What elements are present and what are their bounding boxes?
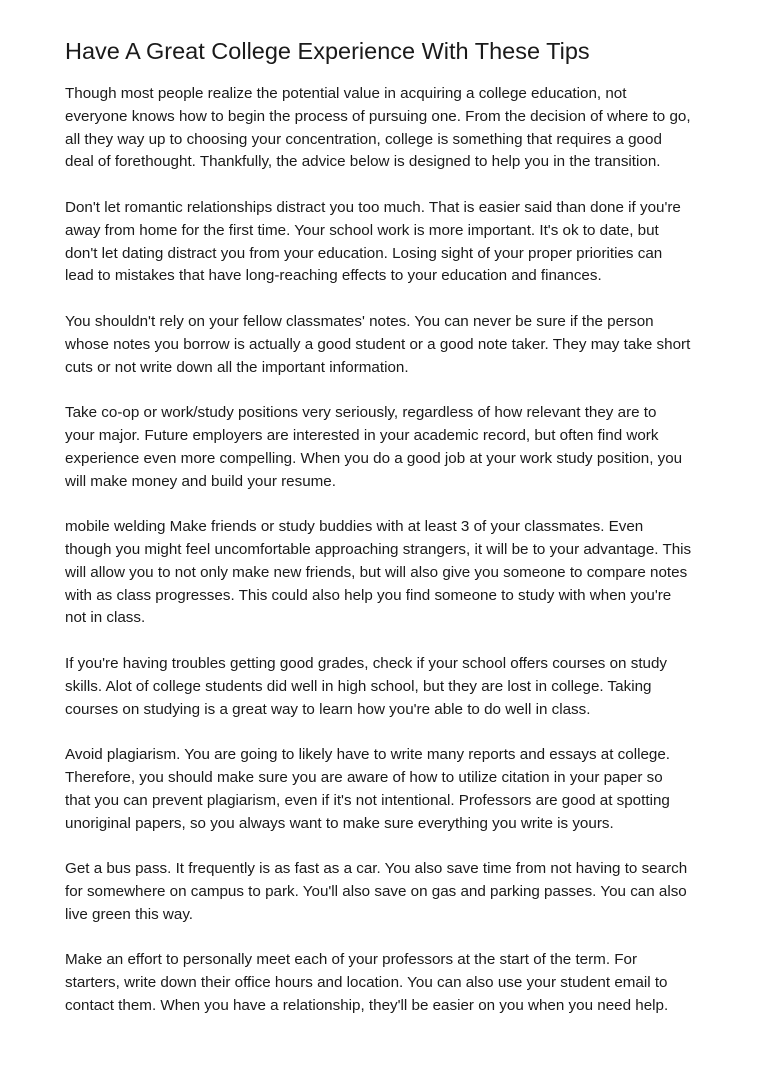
text-line: Though most people realize the potential value in acquiring a college education, not	[65, 85, 627, 102]
paragraph	[65, 744, 715, 835]
text-line: your major. Future employers are interested in your academic record, but often find work	[65, 426, 659, 444]
text-line: experience even more compelling. When you do a good job at your work study position, you	[65, 449, 683, 467]
text-line: Therefore, you should make sure you are aware of how to utilize citation in your paper so	[65, 768, 663, 786]
text-line: with as class progresses. This could also help you find someone to study with when you're	[65, 586, 672, 604]
text-line: not in class.	[65, 609, 146, 627]
text-line: will allow you to not only make new friends, but will also give you someone to compare notes	[65, 563, 688, 581]
text-line: for somewhere on campus to park. You'll also save on gas and parking passes. You can also	[65, 882, 687, 900]
text-line: Make an effort to personally meet each of your professors at the start of the term. For	[65, 951, 638, 969]
text-line: live green this way.	[65, 905, 194, 923]
text-line: deal of forethought. Thankfully, the advice below is designed to help you in the transition.	[65, 153, 661, 171]
text-line: Avoid plagiarism. You are going to likely have to write many reports and essays at college.	[65, 746, 671, 764]
paragraph	[65, 402, 715, 493]
text-line: cuts or not write down all the important information.	[65, 358, 409, 376]
paragraph	[65, 311, 715, 379]
text-line: If you're having troubles getting good grades, check if your school offers courses on study	[65, 654, 668, 672]
text-line: don't let dating distract you from your education. Losing sight of your proper priorities can	[65, 244, 663, 262]
text-line: though you might feel uncomfortable approaching strangers, it will be to your advantage. This	[65, 540, 692, 558]
page-title: Have A Great College Experience With These Tips	[65, 38, 590, 64]
paragraph	[65, 197, 715, 288]
text-line: that you can prevent plagiarism, even if it's not intentional. Professors are good at spotting	[65, 791, 670, 809]
text-line: Get a bus pass. It frequently is as fast as a car. You also save time from not having to search	[65, 860, 688, 878]
paragraph	[65, 516, 715, 630]
text-line: mobile welding Make friends or study buddies with at least 3 of your classmates. Even	[65, 518, 644, 536]
text-line: Don't let romantic relationships distract you too much. That is easier said than done if you're	[65, 198, 681, 216]
text-line: contact them. When you have a relationship, they'll be easier on you when you need help.	[65, 996, 669, 1014]
text-line: everyone knows how to begin the process of pursuing one. From the decision of where to go,	[65, 107, 691, 125]
text-line: unoriginal papers, so you always want to make sure everything you write is yours.	[65, 814, 614, 832]
text-line: away from home for the first time. Your school work is more important. It's ok to date, but	[65, 221, 659, 239]
text-line: starters, write down their office hours and location. You can also use your student email to	[65, 974, 668, 992]
text-line: will make money and build your resume.	[65, 472, 336, 490]
document-body	[65, 83, 715, 1018]
text-line: You shouldn't rely on your fellow classmates' notes. You can never be sure if the person	[65, 312, 654, 330]
text-line: all they way up to choosing your concentration, college is something that requires a good	[65, 130, 662, 148]
paragraph	[65, 653, 715, 721]
text-line: Take co-op or work/study positions very seriously, regardless of how relevant they are to	[65, 404, 657, 422]
text-line: whose notes you borrow is actually a good student or a good note taker. They may take short	[65, 335, 691, 353]
document-page	[65, 36, 715, 1040]
text-line: courses on studying is a great way to learn how you're able to do well in class.	[65, 700, 591, 718]
paragraph	[65, 858, 715, 926]
paragraph	[65, 83, 715, 174]
paragraph	[65, 949, 715, 1017]
text-line: skills. Alot of college students did well in high school, but they are lost in college. Taking	[65, 677, 652, 695]
text-line: lead to mistakes that have long-reaching effects to your education and finances.	[65, 267, 602, 285]
